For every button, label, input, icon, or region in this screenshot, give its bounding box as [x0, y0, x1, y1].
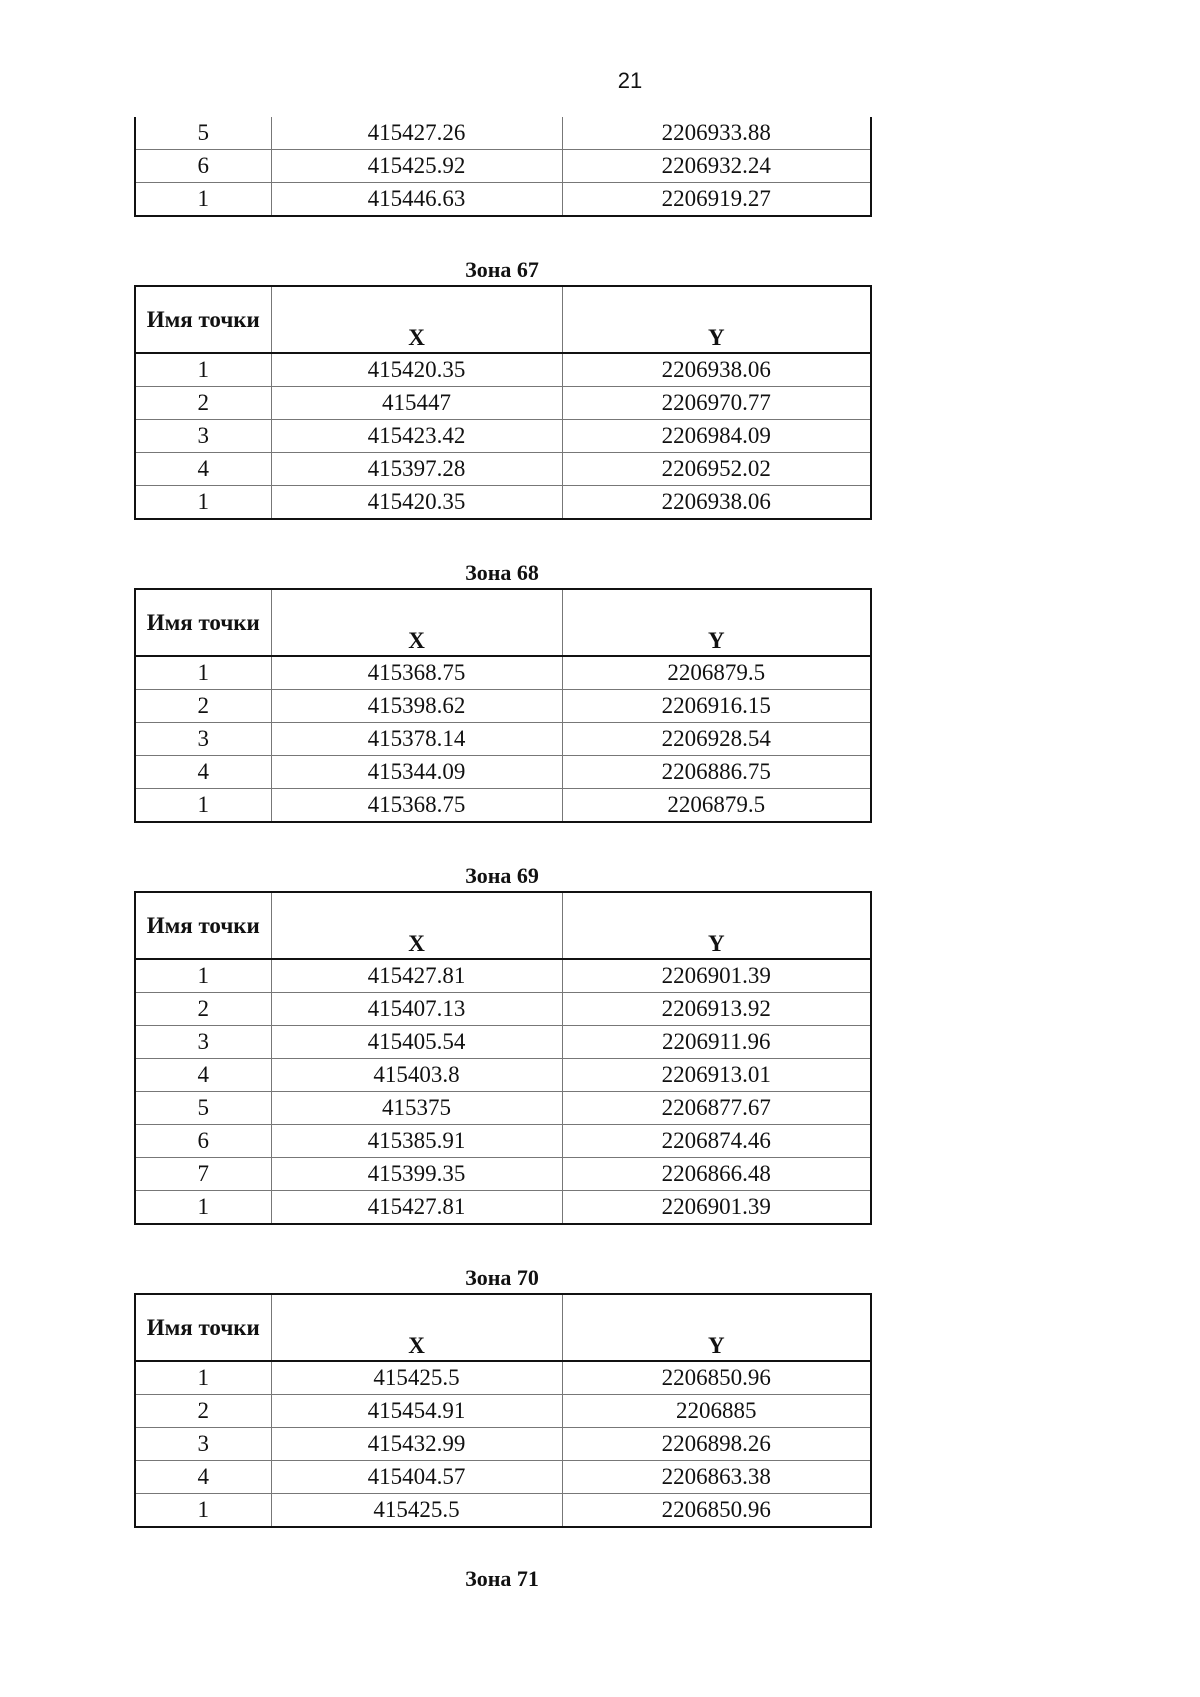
- x-header: X: [271, 892, 562, 959]
- y-coordinate-cell: 2206938.06: [562, 353, 871, 387]
- point-name-cell: 2: [135, 387, 271, 420]
- table-row: [135, 993, 871, 1026]
- table-row: [135, 1158, 871, 1191]
- x-coordinate-cell: 415397.28: [271, 453, 562, 486]
- y-header: Y: [562, 892, 871, 959]
- x-coordinate-cell: 415425.5: [271, 1494, 562, 1528]
- table-row: [135, 723, 871, 756]
- x-coordinate-cell: 415420.35: [271, 353, 562, 387]
- y-header: Y: [562, 1294, 871, 1361]
- point-name-cell: 2: [135, 993, 271, 1026]
- y-coordinate-cell: 2206850.96: [562, 1361, 871, 1395]
- x-coordinate-cell: 415425.92: [271, 150, 562, 183]
- x-coordinate-cell: 415427.81: [271, 959, 562, 993]
- table-row: [135, 690, 871, 723]
- header-row: [135, 892, 871, 959]
- y-coordinate-cell: 2206879.5: [562, 789, 871, 823]
- point-name-cell: 1: [135, 183, 271, 217]
- y-coordinate-cell: 2206919.27: [562, 183, 871, 217]
- y-coordinate-cell: 2206913.92: [562, 993, 871, 1026]
- y-coordinate-cell: 2206901.39: [562, 959, 871, 993]
- table-row: [135, 453, 871, 486]
- coordinates-table: [134, 1293, 872, 1528]
- y-coordinate-cell: 2206885: [562, 1395, 871, 1428]
- point-name-header: Имя точки: [135, 589, 271, 656]
- table-row: [135, 183, 871, 217]
- x-coordinate-cell: 415368.75: [271, 656, 562, 690]
- header-row: [135, 1294, 871, 1361]
- table-row: [135, 1191, 871, 1225]
- table-row: [135, 1361, 871, 1395]
- y-coordinate-cell: 2206933.88: [562, 117, 871, 150]
- point-name-cell: 7: [135, 1158, 271, 1191]
- x-coordinate-cell: 415420.35: [271, 486, 562, 520]
- y-coordinate-cell: 2206886.75: [562, 756, 871, 789]
- coordinates-table: [134, 588, 872, 823]
- point-name-cell: 5: [135, 1092, 271, 1125]
- point-name-cell: 3: [135, 1026, 271, 1059]
- point-name-cell: 4: [135, 453, 271, 486]
- point-name-cell: 4: [135, 1461, 271, 1494]
- zone-title: Зона 70: [465, 1265, 539, 1290]
- point-name-cell: 1: [135, 486, 271, 520]
- zone-title: Зона 69: [465, 863, 539, 888]
- point-name-header: Имя точки: [135, 286, 271, 353]
- zone-section: [134, 558, 870, 823]
- point-name-cell: 1: [135, 789, 271, 823]
- table-row: [135, 117, 871, 150]
- y-coordinate-cell: 2206984.09: [562, 420, 871, 453]
- zone-section: [134, 1263, 870, 1528]
- table-row: [135, 1494, 871, 1528]
- point-name-cell: 1: [135, 1191, 271, 1225]
- point-name-cell: 6: [135, 150, 271, 183]
- x-coordinate-cell: 415399.35: [271, 1158, 562, 1191]
- y-coordinate-cell: 2206916.15: [562, 690, 871, 723]
- point-name-cell: 6: [135, 1125, 271, 1158]
- zone-section: [134, 861, 870, 1225]
- table-row: [135, 1125, 871, 1158]
- y-coordinate-cell: 2206913.01: [562, 1059, 871, 1092]
- point-name-header: Имя точки: [135, 892, 271, 959]
- zone-title-71: Зона 71: [465, 1566, 539, 1591]
- table-row: [135, 420, 871, 453]
- x-header: X: [271, 589, 562, 656]
- y-coordinate-cell: 2206863.38: [562, 1461, 871, 1494]
- table-row: [135, 1092, 871, 1125]
- zone-section: [134, 255, 870, 520]
- x-coordinate-cell: 415344.09: [271, 756, 562, 789]
- y-coordinate-cell: 2206952.02: [562, 453, 871, 486]
- point-name-cell: 2: [135, 690, 271, 723]
- point-name-cell: 1: [135, 1361, 271, 1395]
- table-row: [135, 150, 871, 183]
- table-row: [135, 756, 871, 789]
- y-header: Y: [562, 589, 871, 656]
- zone-title: Зона 68: [465, 560, 539, 585]
- x-coordinate-cell: 415425.5: [271, 1361, 562, 1395]
- table-row: [135, 959, 871, 993]
- document-body: [134, 117, 870, 1594]
- header-row: [135, 589, 871, 656]
- point-name-cell: 1: [135, 1494, 271, 1528]
- continued-coordinates-table: [134, 117, 872, 217]
- y-coordinate-cell: 2206901.39: [562, 1191, 871, 1225]
- x-header: X: [271, 1294, 562, 1361]
- point-name-cell: 3: [135, 723, 271, 756]
- point-name-cell: 1: [135, 353, 271, 387]
- y-coordinate-cell: 2206898.26: [562, 1428, 871, 1461]
- point-name-header: Имя точки: [135, 1294, 271, 1361]
- y-coordinate-cell: 2206874.46: [562, 1125, 871, 1158]
- y-coordinate-cell: 2206866.48: [562, 1158, 871, 1191]
- y-header: Y: [562, 286, 871, 353]
- continued-table-body: [135, 117, 871, 216]
- table-row: [135, 1428, 871, 1461]
- y-coordinate-cell: 2206877.67: [562, 1092, 871, 1125]
- header-row: [135, 286, 871, 353]
- coordinates-table: [134, 891, 872, 1225]
- x-coordinate-cell: 415404.57: [271, 1461, 562, 1494]
- x-coordinate-cell: 415403.8: [271, 1059, 562, 1092]
- table-row: [135, 1461, 871, 1494]
- table-row: [135, 353, 871, 387]
- x-coordinate-cell: 415446.63: [271, 183, 562, 217]
- table-row: [135, 387, 871, 420]
- page-number: 21: [617, 68, 643, 93]
- x-coordinate-cell: 415385.91: [271, 1125, 562, 1158]
- x-coordinate-cell: 415454.91: [271, 1395, 562, 1428]
- point-name-cell: 4: [135, 1059, 271, 1092]
- point-name-cell: 1: [135, 656, 271, 690]
- x-coordinate-cell: 415432.99: [271, 1428, 562, 1461]
- y-coordinate-cell: 2206928.54: [562, 723, 871, 756]
- table-row: [135, 1026, 871, 1059]
- x-coordinate-cell: 415375: [271, 1092, 562, 1125]
- x-coordinate-cell: 415447: [271, 387, 562, 420]
- x-coordinate-cell: 415378.14: [271, 723, 562, 756]
- y-coordinate-cell: 2206932.24: [562, 150, 871, 183]
- table-row: [135, 789, 871, 823]
- zone-title: Зона 67: [465, 257, 539, 282]
- zones-list: [134, 255, 870, 1528]
- table-row: [135, 1395, 871, 1428]
- table-row: [135, 1059, 871, 1092]
- y-coordinate-cell: 2206938.06: [562, 486, 871, 520]
- point-name-cell: 3: [135, 1428, 271, 1461]
- y-coordinate-cell: 2206879.5: [562, 656, 871, 690]
- table-row: [135, 656, 871, 690]
- x-coordinate-cell: 415405.54: [271, 1026, 562, 1059]
- point-name-cell: 3: [135, 420, 271, 453]
- point-name-cell: 4: [135, 756, 271, 789]
- table-row: [135, 486, 871, 520]
- x-coordinate-cell: 415423.42: [271, 420, 562, 453]
- x-coordinate-cell: 415407.13: [271, 993, 562, 1026]
- point-name-cell: 2: [135, 1395, 271, 1428]
- point-name-cell: 5: [135, 117, 271, 150]
- x-coordinate-cell: 415398.62: [271, 690, 562, 723]
- coordinates-table: [134, 285, 872, 520]
- x-coordinate-cell: 415368.75: [271, 789, 562, 823]
- x-coordinate-cell: 415427.26: [271, 117, 562, 150]
- y-coordinate-cell: 2206970.77: [562, 387, 871, 420]
- y-coordinate-cell: 2206850.96: [562, 1494, 871, 1528]
- point-name-cell: 1: [135, 959, 271, 993]
- y-coordinate-cell: 2206911.96: [562, 1026, 871, 1059]
- x-header: X: [271, 286, 562, 353]
- x-coordinate-cell: 415427.81: [271, 1191, 562, 1225]
